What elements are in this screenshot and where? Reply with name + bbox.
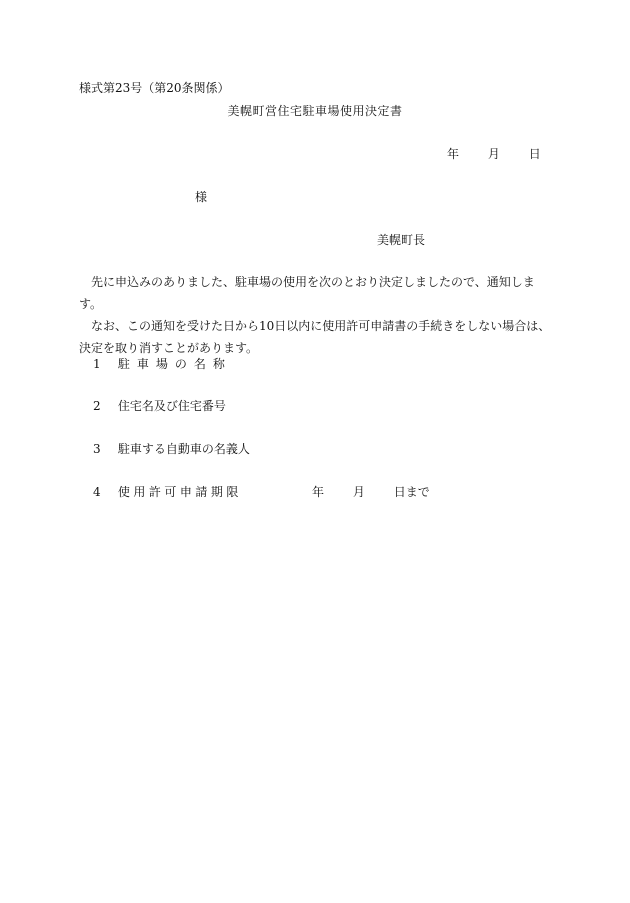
list-item [93, 398, 226, 415]
list-item [93, 356, 232, 373]
form-number: 様式第23号（第20条関係） [79, 81, 230, 95]
item-label: 使用許可申請期限 [117, 485, 242, 499]
date-month-label: 月 [487, 147, 500, 161]
issuer-name: 美幌町長 [377, 233, 426, 247]
addressee-suffix: 様 [195, 190, 208, 204]
item-number: 2 [93, 399, 101, 413]
item-number: 1 [93, 357, 101, 371]
date-line [447, 146, 541, 163]
list-item [93, 484, 430, 501]
date-year-label: 年 [447, 147, 460, 161]
body-paragraph-2: なお、この通知を受けた日から10日以内に使用許可申請書の手続きをしない場合は、決定を取り消すことがあります。 [79, 319, 551, 355]
item-number: 4 [93, 485, 101, 499]
deadline-day-label: 日まで [393, 485, 430, 499]
deadline-year-label: 年 [312, 485, 325, 499]
item-label: 駐車場の名称 [117, 357, 232, 371]
list-item [93, 441, 250, 458]
body-text [79, 271, 557, 359]
item-label: 住宅名及び住宅番号 [117, 399, 226, 413]
body-paragraph-1: 先に申込みのありました、駐車場の使用を次のとおり決定しましたので、通知します。 [79, 275, 535, 311]
date-day-label: 日 [528, 147, 541, 161]
deadline-month-label: 月 [352, 485, 365, 499]
deadline-date [312, 484, 430, 501]
item-label: 駐車する自動車の名義人 [117, 442, 250, 456]
item-number: 3 [93, 442, 101, 456]
document-title: 美幌町営住宅駐車場使用決定書 [227, 104, 403, 118]
